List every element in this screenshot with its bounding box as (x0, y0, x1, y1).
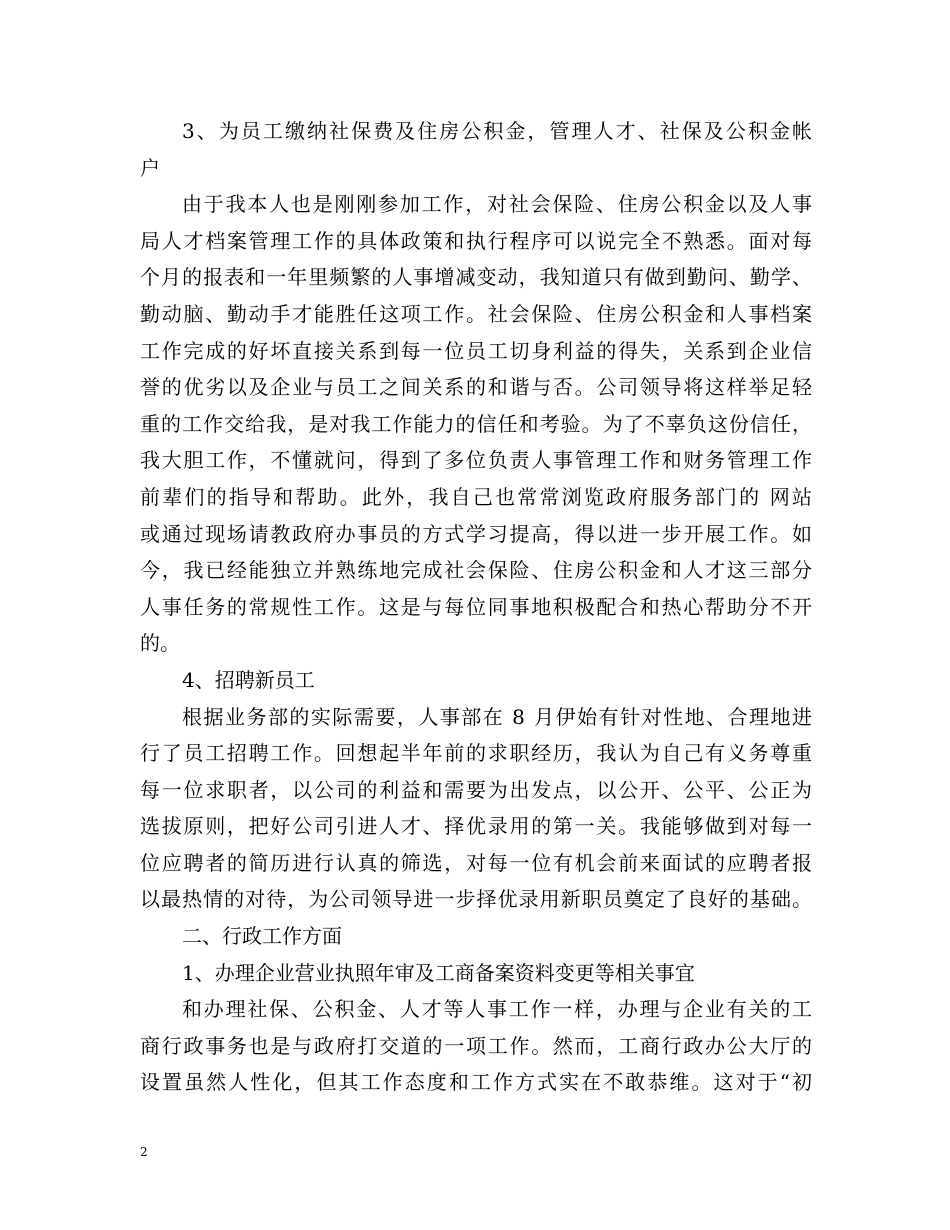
text-line: 和办理社保、公积金、人才等人事工作一样，办理与企业有关的工 (182, 997, 814, 1022)
text-line: 4、招聘新员工 (182, 667, 315, 692)
text-line: 局人才档案管理工作的具体政策和执行程序可以说完全不熟悉。面对每 (140, 228, 814, 253)
text-line: 工作完成的好坏直接关系到每一位员工切身利益的得失，关系到企业信 (140, 338, 814, 363)
text-line: 由于我本人也是刚刚参加工作，对社会保险、住房公积金以及人事 (182, 192, 814, 217)
text-line: 勤动脑、勤动手才能胜任这项工作。社会保险、住房公积金和人事档案 (140, 301, 814, 326)
text-line: 人事任务的常规性工作。这是与每位同事地积极配合和热心帮助分不开 (140, 594, 814, 619)
text-line: 行了员工招聘工作。回想起半年前的求职经历，我认为自己有义务尊重 (140, 741, 814, 766)
document-body (140, 113, 815, 1101)
text-line: 户 (140, 155, 160, 180)
text-line: 商行政事务也是与政府打交道的一项工作。然而，工商行政办公大厅的 (140, 1033, 814, 1058)
text-line: 二、行政工作方面 (182, 924, 342, 949)
text-line: 誉的优劣以及企业与员工之间关系的和谐与否。公司领导将这样举足轻 (140, 375, 814, 400)
page-number: 2 (140, 1145, 148, 1159)
text-line: 3、为员工缴纳社保费及住房公积金，管理人才、社保及公积金帐 (182, 119, 815, 143)
text-line: 重的工作交给我，是对我工作能力的信任和考验。为了不辜负这份信任， (140, 411, 814, 436)
text-line: 每一位求职者，以公司的利益和需要为出发点，以公开、公平、公正为 (140, 777, 814, 802)
text-line: 我大胆工作，不懂就问，得到了多位负责人事管理工作和财务管理工作 (140, 448, 814, 473)
text-line: 根据业务部的实际需要，人事部在 8 月伊始有针对性地、合理地进 (182, 704, 814, 729)
text-line: 1、办理企业营业执照年审及工商备案资料变更等相关事宜 (182, 960, 695, 985)
text-line: 选拔原则，把好公司引进人才、择优录用的第一关。我能够做到对每一 (140, 814, 814, 839)
text-line: 以最热情的对待，为公司领导进一步择优录用新职员奠定了良好的基础。 (140, 887, 814, 912)
text-line: 前辈们的指导和帮助。此外，我自己也常常浏览政府服务部门的 网站 (140, 484, 815, 509)
text-line: 位应聘者的简历进行认真的筛选，对每一位有机会前来面试的应聘者报 (140, 850, 814, 875)
text-line: 设置虽然人性化，但其工作态度和工作方式实在不敢恭维。这对于“初 (140, 1070, 815, 1095)
text-line: 的。 (140, 631, 180, 656)
text-line: 今，我已经能独立并熟练地完成社会保险、住房公积金和人才这三部分 (140, 558, 814, 583)
text-line: 个月的报表和一年里频繁的人事增减变动，我知道只有做到勤问、勤学、 (140, 265, 814, 290)
text-line: 或通过现场请教政府办事员的方式学习提高，得以进一步开展工作。如 (140, 521, 814, 546)
